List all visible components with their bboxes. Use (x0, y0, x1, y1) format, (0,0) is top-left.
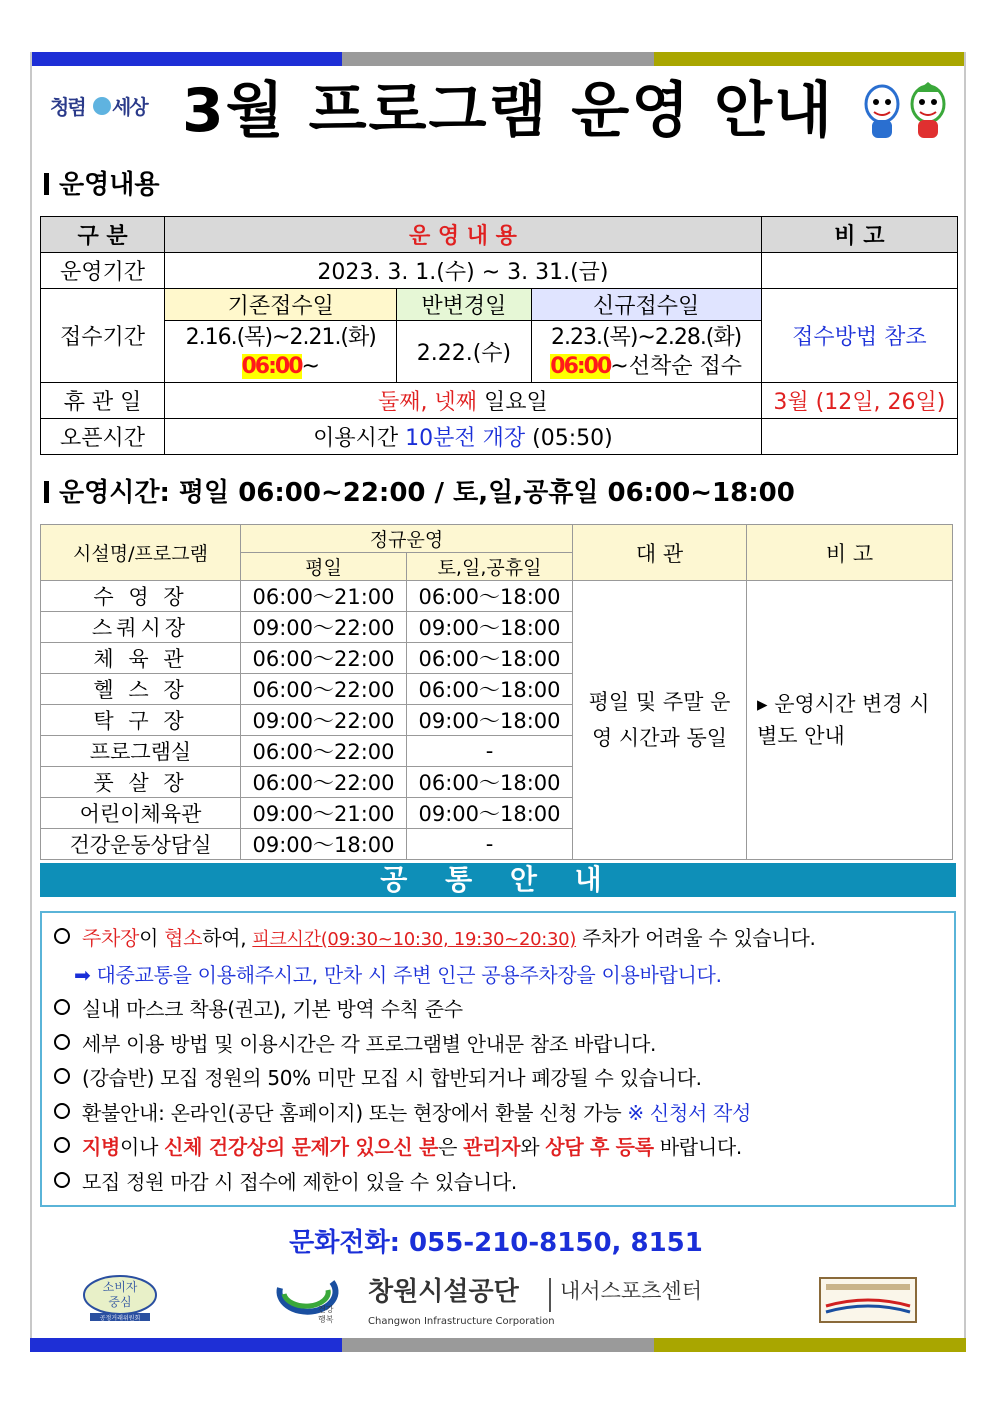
operations-table (40, 216, 958, 455)
facility-name: 스쿼시장 (41, 612, 241, 643)
common-notice-box (40, 911, 956, 1207)
closed-note: 3월 (12일, 26일) (761, 383, 957, 419)
remarks-text: ▸ 운영시간 변경 시 별도 안내 (747, 581, 953, 860)
weekend-hours: - (407, 736, 573, 767)
mascot-blue-icon (866, 86, 898, 138)
bullet-circle-icon (54, 1103, 70, 1119)
svg-text:중심: 중심 (108, 1295, 132, 1309)
weekday-hours: 06:00～22:00 (241, 674, 407, 705)
weekday-hours: 09:00～21:00 (241, 798, 407, 829)
bullet-circle-icon (54, 1172, 70, 1188)
svg-text:내서스포츠센터: 내서스포츠센터 (560, 1279, 703, 1303)
svg-text:행복: 행복 (318, 1315, 334, 1324)
svg-text:청렴: 청렴 (50, 95, 85, 119)
weekday-hours: 06:00～22:00 (241, 736, 407, 767)
mascot-characters-image (860, 82, 952, 142)
svg-text:건강: 건강 (318, 1305, 334, 1314)
bullet-circle-icon (54, 1068, 70, 1084)
closed-value: 둘째, 넷째 일요일 (165, 383, 762, 419)
reception-label: 접수기간 (41, 289, 165, 383)
reception-new-header: 신규접수일 (531, 289, 761, 321)
consumer-centered-badge (82, 1275, 158, 1321)
changwon-corp-logo (272, 1268, 722, 1330)
weekday-hours: 06:00～22:00 (241, 643, 407, 674)
facility-name: 체 육 관 (41, 643, 241, 674)
open-note (761, 419, 957, 455)
certification-mark-image (818, 1276, 918, 1324)
header-facility: 시설명/프로그램 (41, 525, 241, 581)
common-notice-title: 공 통 안 내 (40, 863, 956, 897)
facility-name: 헬 스 장 (41, 674, 241, 705)
integrity-slogan-logo (50, 84, 150, 128)
weekday-hours: 09:00～18:00 (241, 829, 407, 860)
section-title-hours: 운영시간: 평일 06:00~22:00 / 토,일,공휴일 06:00~18:00 (44, 472, 795, 509)
bottom-color-bar (30, 1338, 966, 1352)
rental-text: 평일 및 주말 운영 시간과 동일 (573, 581, 747, 860)
header-category: 구 분 (41, 217, 165, 253)
facility-name: 어린이체육관 (41, 798, 241, 829)
bullet-circle-icon (54, 928, 70, 944)
weekday-hours: 06:00～21:00 (241, 581, 407, 612)
weekend-hours: 09:00～18:00 (407, 612, 573, 643)
slogan-logo-icon (50, 84, 150, 128)
bullet-circle-icon (54, 1137, 70, 1153)
header-weekend: 토,일,공휴일 (407, 553, 573, 581)
weekend-hours: 06:00～18:00 (407, 674, 573, 705)
notice-mask: 실내 마스크 착용(권고), 기본 방역 수칙 준수 (54, 992, 944, 1027)
mascot-green-icon (912, 82, 944, 138)
notice-public-transport: ➡ 대중교통을 이용해주시고, 만차 시 주변 인근 공용주차장을 이용바랍니다. (74, 962, 722, 987)
header-weekday: 평일 (241, 553, 407, 581)
header-remarks: 비 고 (747, 525, 953, 581)
contact-phone: 문화전화: 055-210-8150, 8151 (289, 1228, 703, 1258)
period-label: 운영기간 (41, 253, 165, 289)
svg-text:창원시설공단: 창원시설공단 (368, 1277, 519, 1307)
header-content: 운 영 내 용 (165, 217, 762, 253)
reception-note: 접수방법 참조 (761, 289, 957, 383)
svg-text:세상: 세상 (112, 95, 147, 119)
facility-name: 프로그램실 (41, 736, 241, 767)
closed-label: 휴 관 일 (41, 383, 165, 419)
header (40, 68, 956, 154)
svg-text:Changwon Infrastructure Corpor: Changwon Infrastructure Corporation (368, 1316, 555, 1327)
notice-details: 세부 이용 방법 및 이용시간은 각 프로그램별 안내문 참조 바랍니다. (54, 1027, 944, 1062)
page-title: 3월 프로그램 운영 안내 (181, 76, 835, 146)
reception-existing-header: 기존접수일 (165, 289, 397, 321)
bullet-circle-icon (54, 1034, 70, 1050)
weekend-hours: 06:00～18:00 (407, 581, 573, 612)
notice-health: 지병이나 신체 건강상의 문제가 있으신 분은 관리자와 상담 후 등록 바랍니다. (54, 1130, 944, 1165)
svg-text:소비자: 소비자 (102, 1280, 138, 1294)
facility-name: 탁 구 장 (41, 705, 241, 736)
header-rental: 대 관 (573, 525, 747, 581)
weekday-hours: 09:00～22:00 (241, 612, 407, 643)
weekday-hours: 09:00～22:00 (241, 705, 407, 736)
bullet-circle-icon (54, 999, 70, 1015)
notice-capacity: 모집 정원 마감 시 접수에 제한이 있을 수 있습니다. (54, 1165, 944, 1200)
period-value: 2023. 3. 1.(수) ~ 3. 31.(금) (165, 253, 762, 289)
weekend-hours: 09:00～18:00 (407, 798, 573, 829)
header-regular: 정규운영 (241, 525, 573, 553)
hours-table (40, 524, 953, 860)
reception-new-value: 2.23.(목)~2.28.(화) 06:00~선착순 접수 (531, 321, 761, 383)
notice-class-merge: (강습반) 모집 정원의 50% 미만 모집 시 합반되거나 폐강될 수 있습니다. (54, 1061, 944, 1096)
svg-text:공정거래위원회: 공정거래위원회 (99, 1315, 141, 1321)
notice-parking: 주차장이 협소하여, 피크시간(09:30~10:30, 19:30~20:30) 주차가 어려울 수 있습니다. (54, 921, 944, 958)
section-marker-icon (44, 481, 49, 503)
table-row (41, 581, 953, 612)
open-value: 이용시간 10분전 개장 (05:50) (165, 419, 762, 455)
reception-change-header: 반변경일 (397, 289, 531, 321)
facility-name: 건강운동상담실 (41, 829, 241, 860)
weekend-hours: 06:00～18:00 (407, 643, 573, 674)
reception-change-value: 2.22.(수) (397, 321, 531, 383)
section-marker-icon (44, 173, 49, 195)
period-note (761, 253, 957, 289)
header-note: 비 고 (761, 217, 957, 253)
weekend-hours: 09:00～18:00 (407, 705, 573, 736)
weekday-hours: 06:00～22:00 (241, 767, 407, 798)
reception-existing-value: 2.16.(목)~2.21.(화) 06:00~ (165, 321, 397, 383)
open-label: 오픈시간 (41, 419, 165, 455)
facility-name: 수 영 장 (41, 581, 241, 612)
notice-refund: 환불안내: 온라인(공단 홈페이지) 또는 현장에서 환불 신청 가능 ※ 신청서 작성 (54, 1096, 944, 1131)
weekend-hours: - (407, 829, 573, 860)
weekend-hours: 06:00～18:00 (407, 767, 573, 798)
section-title-operations: 운영내용 (44, 164, 159, 201)
facility-name: 풋 살 장 (41, 767, 241, 798)
